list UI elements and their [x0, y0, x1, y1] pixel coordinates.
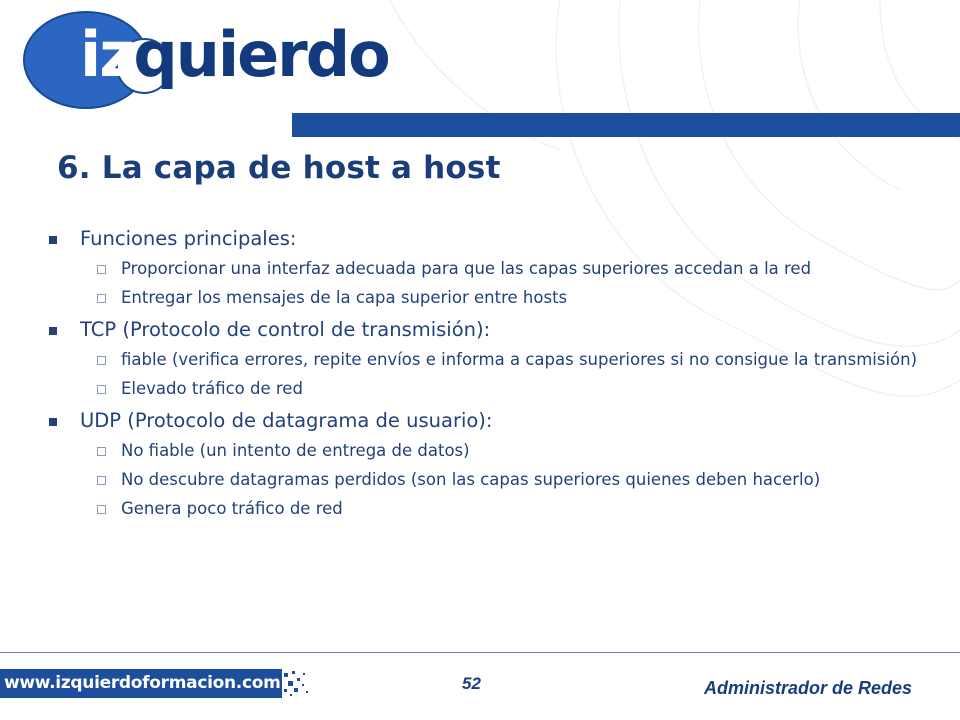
slide-content — [40, 226, 920, 528]
header-bar — [292, 113, 960, 137]
sub-bullet: Elevado tráfico de red — [40, 379, 920, 399]
bullet-functions: Funciones principales: — [40, 226, 920, 252]
sub-bullet: fiable (verifica errores, repite envíos e informa a capas superiores si no consigue la transmisión) — [40, 350, 920, 370]
sub-bullet: Entregar los mensajes de la capa superior entre hosts — [40, 288, 920, 308]
slide-title: 6. La capa de host a host — [57, 150, 501, 186]
footer-url: www.izquierdoformacion.com — [0, 669, 282, 698]
dots-decoration-icon — [282, 669, 312, 699]
sub-bullet: No descubre datagramas perdidos (son las capas superiores quienes deben hacerlo) — [40, 470, 920, 490]
course-title: Administrador de Redes — [703, 678, 912, 698]
bullet-tcp: TCP (Protocolo de control de transmisión): — [40, 317, 920, 343]
sub-bullet: No fiable (un intento de entrega de datos) — [40, 441, 920, 461]
page-number: 52 — [462, 674, 481, 693]
logo-wordmark: izquierdo — [80, 18, 389, 91]
bullet-udp: UDP (Protocolo de datagrama de usuario): — [40, 408, 920, 434]
sub-bullet: Proporcionar una interfaz adecuada para que las capas superiores accedan a la red — [40, 259, 920, 279]
company-logo — [22, 8, 389, 112]
sub-bullet: Genera poco tráfico de red — [40, 499, 920, 519]
footer-divider — [0, 652, 960, 653]
